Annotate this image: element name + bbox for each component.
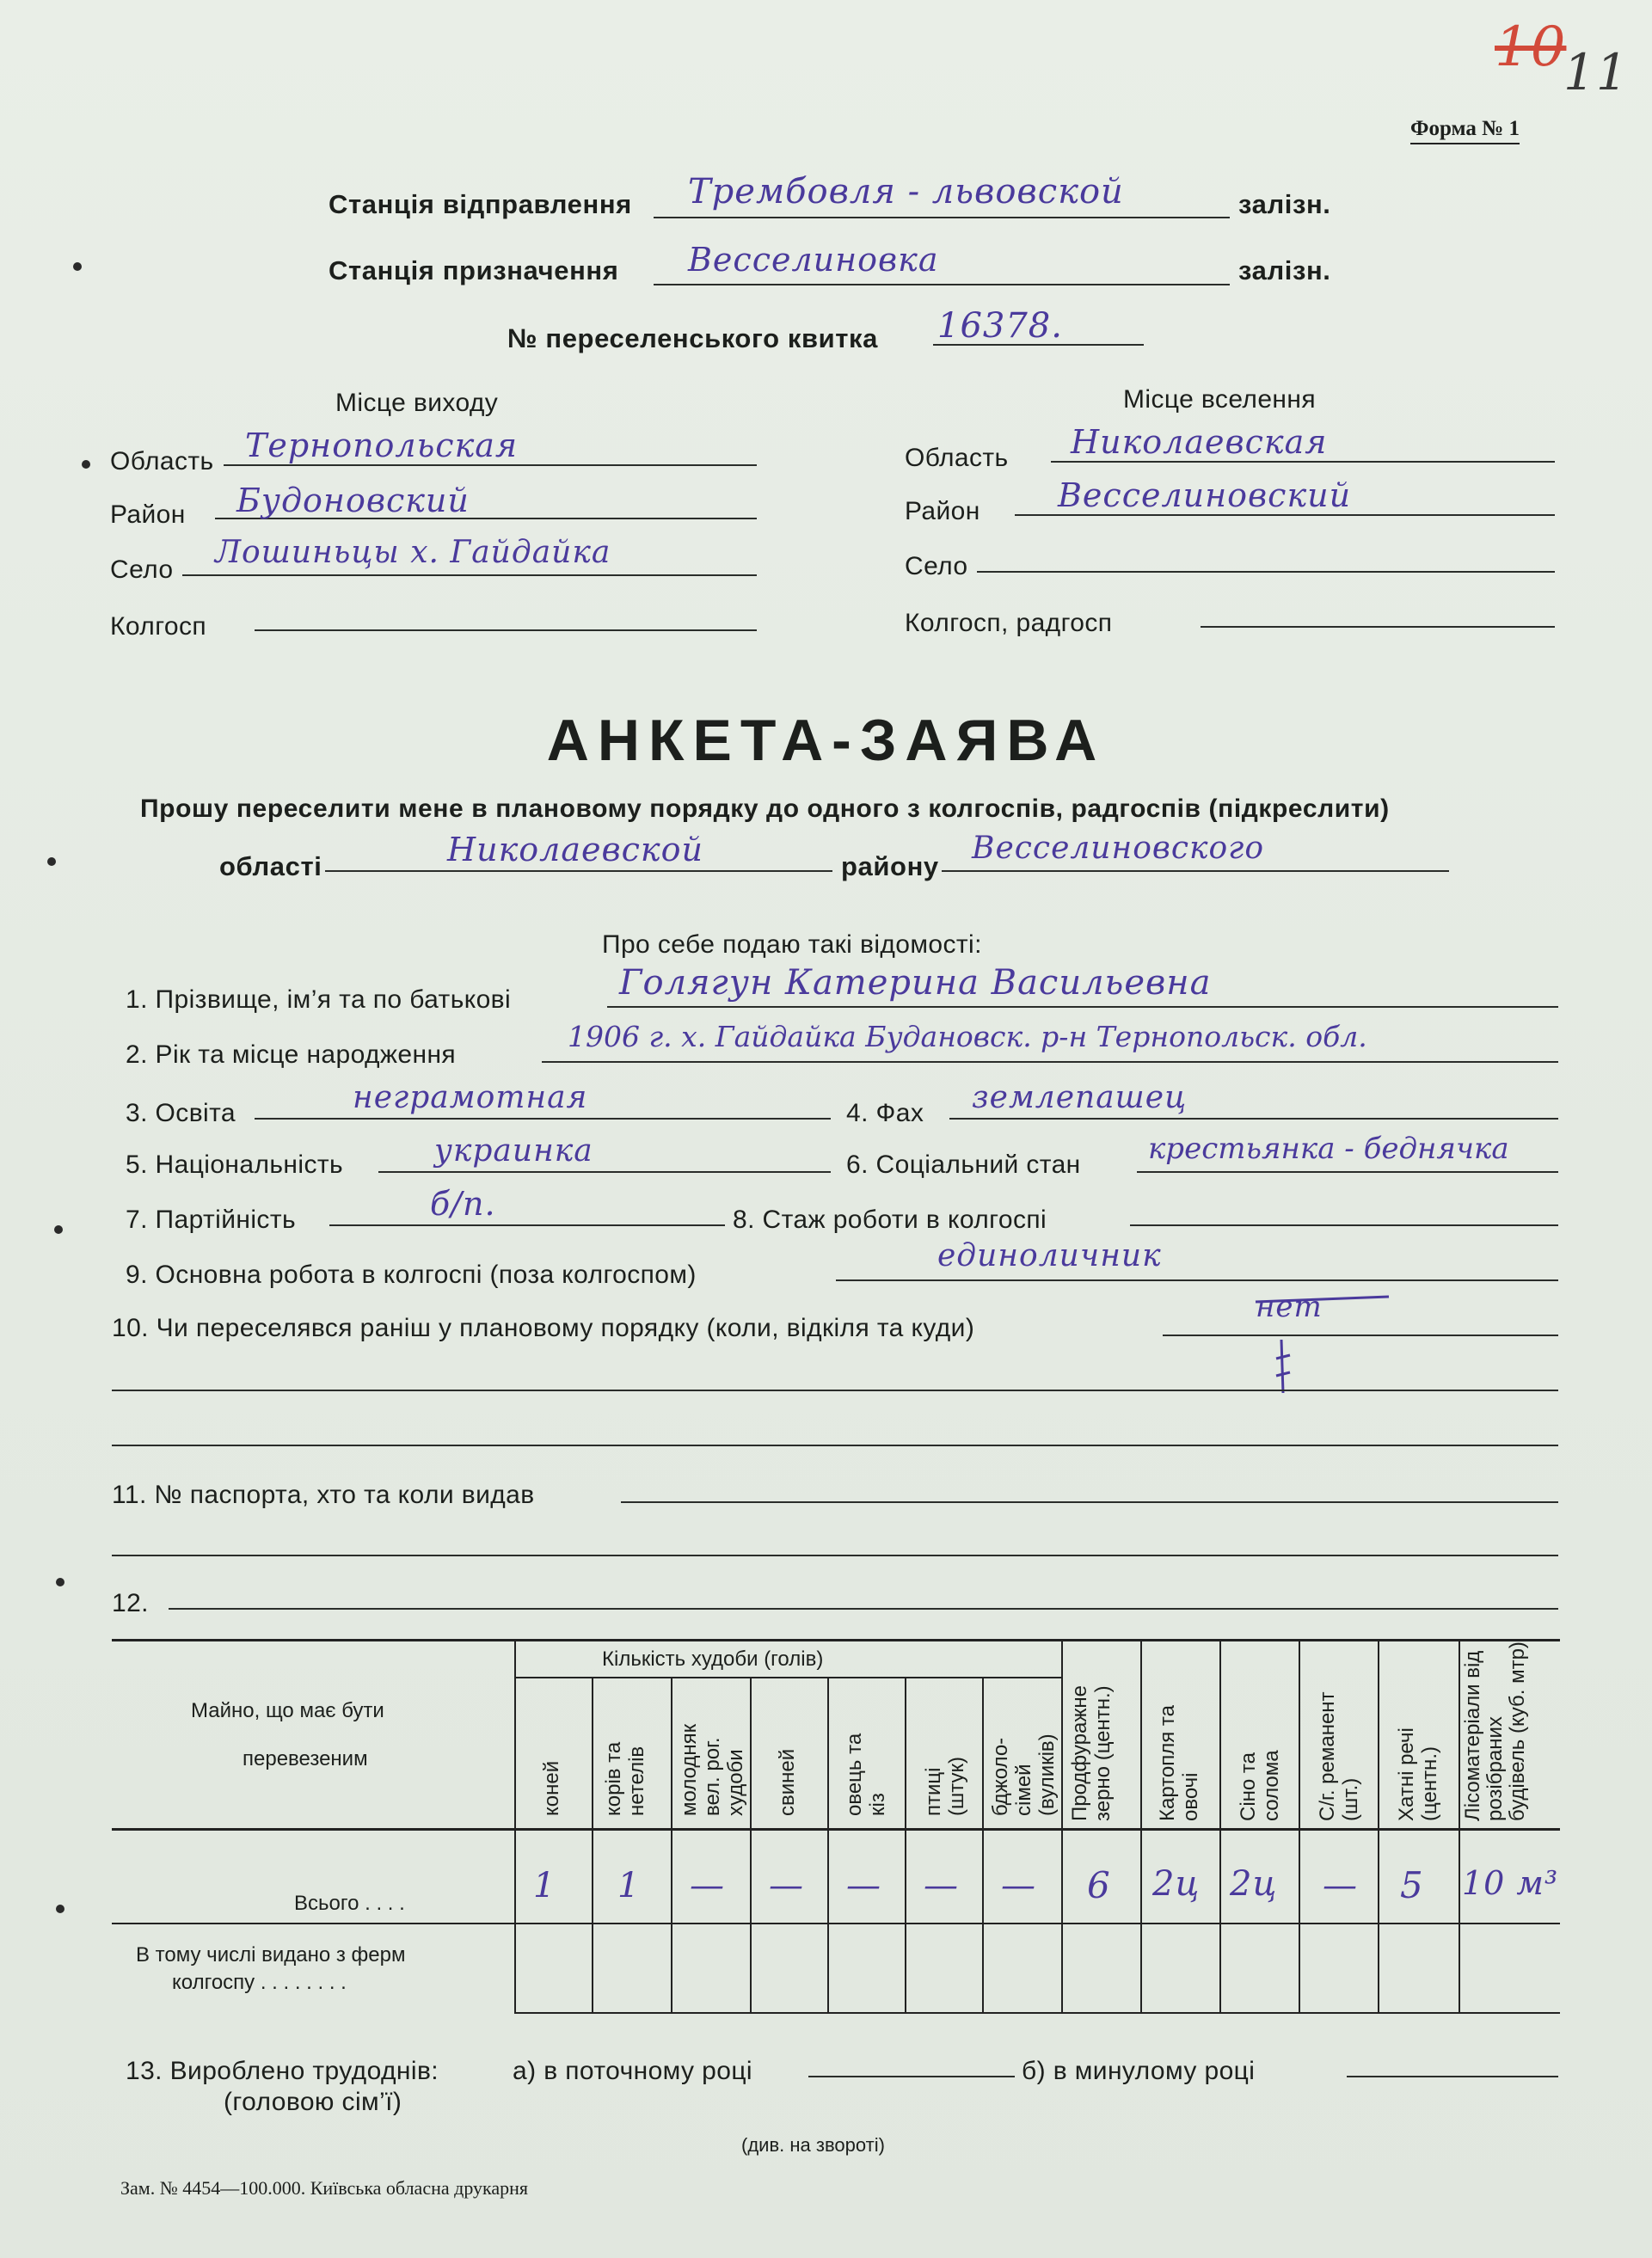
settlement-region-label: Область xyxy=(905,444,1009,472)
table-col-divider-3 xyxy=(750,1677,752,2012)
q6-label: 6. Соціальний стан xyxy=(846,1150,1081,1179)
table-col-divider-1 xyxy=(592,1677,593,2012)
table-col-divider-10 xyxy=(1299,1639,1300,2012)
col-header-cows: корів та нетелів xyxy=(602,1741,648,1816)
departure-railway-label: залізн. xyxy=(1238,189,1331,219)
destination-label: Станція призначення xyxy=(329,255,619,285)
settlement-district-value: Весселиновский xyxy=(1058,476,1352,514)
q7-value: б/п. xyxy=(430,1185,496,1223)
table-top-border xyxy=(112,1639,1560,1641)
q13-previous-label: б) в минулому році xyxy=(1022,2057,1256,2085)
col-header-timber: Лісоматеріали від розібраних будівель (куб. мтр) xyxy=(1461,1641,1529,1821)
q10-value: нет xyxy=(1256,1290,1323,1324)
q5-label: 5. Національність xyxy=(126,1150,344,1179)
q4-value: землепашец xyxy=(972,1080,1188,1115)
q3-label: 3. Освіта xyxy=(126,1099,236,1127)
origin-region-line xyxy=(224,464,757,466)
q7-line xyxy=(329,1224,725,1226)
q10-line-2 xyxy=(112,1390,1558,1391)
q3-line xyxy=(255,1118,831,1120)
archive-number-crossed: 10 xyxy=(1495,15,1567,79)
request-text: Прошу переселити мене в плановому порядку до одного з колгоспів, радгоспів (підкреслити) xyxy=(140,795,1390,823)
total-timber: 10 м³ xyxy=(1462,1864,1559,1902)
q13-label: 13. Вироблено трудоднів: xyxy=(126,2057,439,2085)
origin-village-label: Село xyxy=(110,555,174,584)
archive-number: 11 xyxy=(1563,43,1629,101)
q3-value: неграмотная xyxy=(353,1080,588,1115)
table-property-header-2: перевезеним xyxy=(243,1747,368,1770)
departure-value: Трембовля - львовской xyxy=(688,172,1124,212)
settlement-heading: Місце вселення xyxy=(1123,385,1316,414)
binding-marks xyxy=(34,241,112,1926)
col-header-pigs: свиней xyxy=(776,1748,799,1816)
departure-label: Станція відправлення xyxy=(329,189,632,219)
ticket-value: 16378. xyxy=(937,306,1063,346)
origin-region-value: Тернопольская xyxy=(245,426,519,464)
q13-sub-label: (головою сім’ї) xyxy=(224,2088,402,2116)
q12-line xyxy=(169,1608,1558,1610)
origin-district-value: Будоновский xyxy=(236,482,470,519)
total-grain: 6 xyxy=(1087,1864,1111,1906)
col-header-equipment: С/г. реманент (шт.) xyxy=(1316,1691,1362,1821)
q11-line xyxy=(621,1501,1558,1503)
origin-village-line xyxy=(182,574,757,576)
total-poultry: — xyxy=(924,1866,959,1905)
table-header-bottom-border xyxy=(112,1828,1560,1831)
q13-current-label: а) в поточному році xyxy=(513,2057,752,2085)
q12-label: 12. xyxy=(112,1589,149,1617)
origin-district-label: Район xyxy=(110,500,186,529)
departure-line xyxy=(654,217,1230,218)
q10-strike-mark xyxy=(1238,1290,1402,1402)
q7-label: 7. Партійність xyxy=(126,1206,296,1234)
q8-line xyxy=(1130,1224,1558,1226)
q1-value: Голягун Катерина Васильевна xyxy=(619,963,1212,1003)
q4-label: 4. Фах xyxy=(846,1099,924,1127)
q9-line xyxy=(836,1279,1558,1281)
origin-kolkhoz-line xyxy=(255,629,757,631)
q1-label: 1. Прізвище, ім’я та по батькові xyxy=(126,985,512,1014)
request-raion-line xyxy=(942,870,1449,872)
total-young-cattle: — xyxy=(690,1866,725,1905)
q6-value: крестьянка - беднячка xyxy=(1148,1132,1509,1166)
destination-railway-label: залізн. xyxy=(1238,255,1331,285)
q9-value: единоличник xyxy=(937,1238,1162,1273)
q9-label: 9. Основна робота в колгоспі (поза колгоспом) xyxy=(126,1261,697,1289)
q10-label: 10. Чи переселявся раніш у плановому порядку (коли, відкіля та куди) xyxy=(112,1314,975,1342)
table-property-header-1: Майно, що має бути xyxy=(191,1699,384,1722)
table-livestock-underline xyxy=(514,1677,1061,1678)
q1-line xyxy=(607,1006,1558,1008)
col-header-household: Хатні речі (центн.) xyxy=(1395,1727,1441,1821)
table-col-divider-5 xyxy=(905,1677,906,2012)
col-header-horses: коней xyxy=(540,1760,563,1816)
total-equipment: — xyxy=(1323,1866,1358,1905)
total-bee-colonies: — xyxy=(1001,1866,1036,1905)
table-col-divider-6 xyxy=(982,1677,984,2012)
q2-value: 1906 г. х. Гайдайка Будановск. р-н Тернопольск. обл. xyxy=(568,1020,1367,1053)
q13-current-line xyxy=(808,2076,1015,2077)
q11-line-2 xyxy=(112,1555,1558,1556)
total-potatoes: 2ц xyxy=(1152,1864,1201,1904)
col-header-hay: Сіно та солома xyxy=(1237,1750,1283,1821)
col-header-potatoes: Картопля та овочі xyxy=(1156,1705,1202,1821)
table-col-divider-2 xyxy=(671,1677,672,2012)
request-raion-value: Весселиновского xyxy=(972,831,1265,866)
table-col-divider-0 xyxy=(514,1639,516,2012)
table-issued-row-border xyxy=(514,2012,1560,2014)
table-col-divider-9 xyxy=(1219,1639,1221,2012)
q6-line xyxy=(1137,1171,1558,1173)
q13-previous-line xyxy=(1347,2076,1558,2077)
origin-village-value: Лошиньцы х. Гайдайка xyxy=(215,535,611,570)
col-header-bee-colonies: бджоло-сімей (вуликів) xyxy=(989,1733,1059,1816)
origin-heading: Місце виходу xyxy=(335,389,499,417)
request-oblast-label: області xyxy=(219,851,322,881)
table-total-row-border xyxy=(112,1923,1560,1924)
destination-line xyxy=(654,284,1230,285)
col-header-sheep-goats: овець та кіз xyxy=(843,1733,889,1816)
col-header-poultry: птиці (штук) xyxy=(922,1757,968,1816)
table-col-divider-7 xyxy=(1061,1639,1063,2012)
intro-text: Про себе подаю такі відомості: xyxy=(602,930,982,959)
table-col-divider-4 xyxy=(827,1677,829,2012)
table-livestock-header: Кількість худоби (голів) xyxy=(602,1647,824,1671)
form-title: АНКЕТА-ЗАЯВА xyxy=(546,708,1106,773)
see-back-note: (див. на звороті) xyxy=(741,2134,885,2156)
settlement-region-line xyxy=(1051,461,1555,463)
origin-region-label: Область xyxy=(110,447,214,476)
q2-line xyxy=(542,1061,1558,1063)
settlement-village-line xyxy=(977,571,1555,573)
settlement-region-value: Николаевская xyxy=(1071,423,1328,461)
total-horses: 1 xyxy=(533,1866,556,1905)
table-col-divider-12 xyxy=(1459,1639,1460,2012)
form-number: Форма № 1 xyxy=(1410,117,1520,144)
col-header-young-cattle: молодняк вел. рог. худоби xyxy=(678,1723,747,1816)
settlement-district-line xyxy=(1015,514,1555,516)
origin-kolkhoz-label: Колгосп xyxy=(110,612,207,641)
destination-value: Весселиновка xyxy=(688,241,939,279)
request-oblast-value: Николаевской xyxy=(447,831,703,868)
settlement-kolkhoz-label: Колгосп, радгосп xyxy=(905,609,1113,637)
q10-line-3 xyxy=(112,1445,1558,1446)
q5-line xyxy=(378,1171,831,1173)
total-pigs: — xyxy=(769,1866,804,1905)
col-header-grain: Продфуражне зерно (центн.) xyxy=(1068,1685,1115,1821)
total-hay: 2ц xyxy=(1230,1864,1278,1904)
table-issued-label-2: колгоспу . . . . . . . . xyxy=(172,1971,347,1994)
printer-footer: Зам. № 4454—100.000. Київська обласна друкарня xyxy=(120,2177,529,2199)
q2-label: 2. Рік та місце народження xyxy=(126,1040,457,1069)
table-col-divider-8 xyxy=(1140,1639,1142,2012)
settlement-kolkhoz-line xyxy=(1201,626,1555,628)
table-issued-label-1: В тому числі видано з ферм xyxy=(136,1943,406,1967)
total-sheep-goats: — xyxy=(846,1866,881,1905)
total-cows: 1 xyxy=(617,1866,641,1905)
settlement-district-label: Район xyxy=(905,497,980,525)
request-raion-label: району xyxy=(841,851,939,881)
table-col-divider-11 xyxy=(1378,1639,1379,2012)
request-oblast-line xyxy=(325,870,832,872)
q5-value: украинка xyxy=(434,1133,593,1169)
q11-label: 11. № паспорта, хто та коли видав xyxy=(112,1481,535,1509)
settlement-village-label: Село xyxy=(905,552,968,580)
total-household: 5 xyxy=(1400,1864,1424,1906)
table-total-label: Всього . . . . xyxy=(294,1892,405,1915)
ticket-label: № переселенського квитка xyxy=(507,323,878,353)
q4-line xyxy=(949,1118,1558,1120)
q8-label: 8. Стаж роботи в колгоспі xyxy=(733,1206,1047,1234)
